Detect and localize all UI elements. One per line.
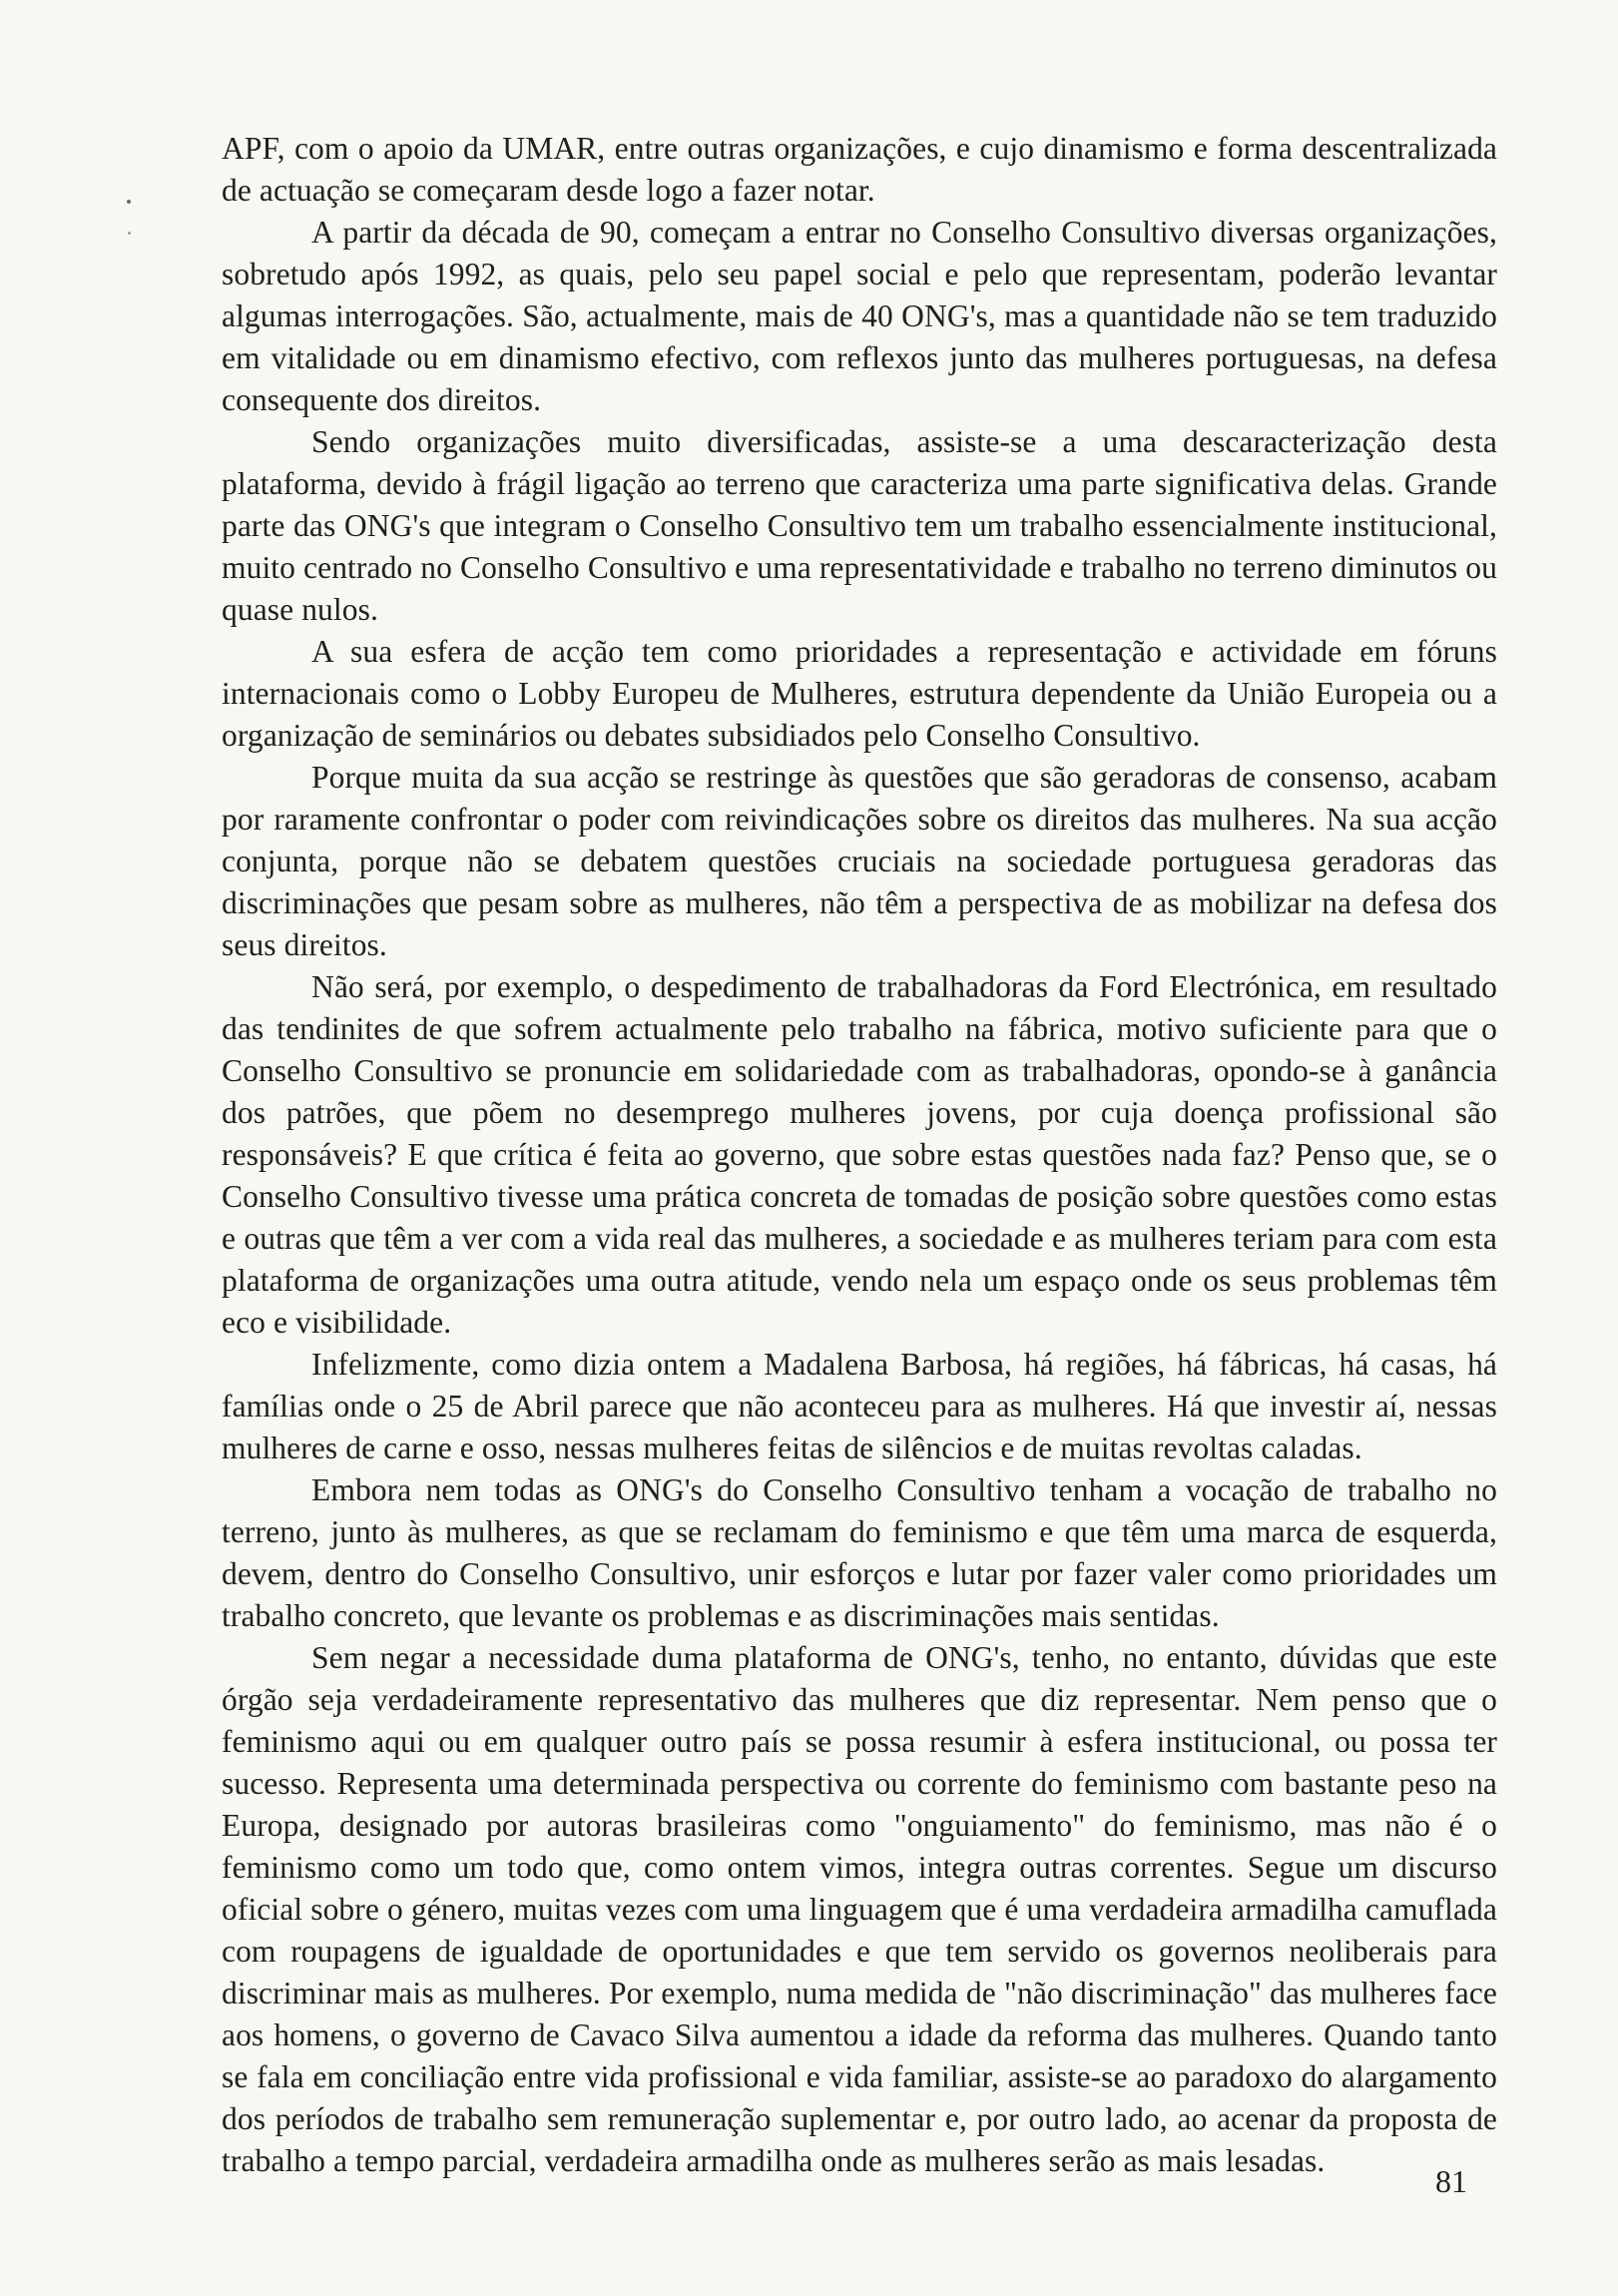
paragraph: A partir da década de 90, começam a entrar no Conselho Consultivo diversas organizações, sobretudo após 1992, as quais, pelo seu papel social e pelo que representam, poderão levantar algumas interrogações. São, actualmente, mais de 40 ONG's, mas a quantidade não se tem traduzido em vitalidade ou em dinamismo efectivo, com reflexos junto das mulheres portuguesas, na defesa consequente dos direitos.: [222, 215, 1497, 417]
page-number: 81: [1435, 2163, 1467, 2199]
scan-speck: [128, 232, 131, 235]
scan-speck: [127, 200, 131, 204]
paragraph: Não será, por exemplo, o despedimento de trabalhadoras da Ford Electrónica, em resultado das tendinites de que sofrem actualmente pelo trabalho na fábrica, motivo suficiente para que o Conselho Consultivo se pronuncie em solidariedade com as trabalhadoras, opondo-se à ganância dos patrões, que põem no desemprego mulheres jovens, por cuja doença profissional são responsáveis? E que crítica é feita ao governo, que sobre estas questões nada faz? Penso que, se o Conselho Consultivo tivesse uma prática concreta de tomadas de posição sobre questões como estas e outras que têm a ver com a vida real das mulheres, a sociedade e as mulheres teriam para com esta plataforma de organizações uma outra atitude, vendo nela um espaço onde os seus problemas têm eco e visibilidade.: [222, 969, 1497, 1340]
paragraph: Sem negar a necessidade duma plataforma de ONG's, tenho, no entanto, dúvidas que este órgão seja verdadeiramente representativo das mulheres que diz representar. Nem penso que o feminismo aqui ou em qualquer outro país se possa resumir à esfera institucional, ou possa ter sucesso. Representa uma determinada perspectiva ou corrente do feminismo com bastante peso na Europa, designado por autoras brasileiras como "onguiamento" do feminismo, mas não é o feminismo como um todo que, como ontem vimos, integra outras correntes. Segue um discurso oficial sobre o género, muitas vezes com uma linguagem que é uma verdadeira armadilha camuflada com roupagens de igualdade de oportunidades e que tem servido os governos neoliberais para discriminar mais as mulheres. Por exemplo, numa medida de "não discriminação" das mulheres face aos homens, o governo de Cavaco Silva aumentou a idade da reforma das mulheres. Quando tanto se fala em conciliação entre vida profissional e vida familiar, assiste-se ao paradoxo do alargamento dos períodos de trabalho sem remuneração suplementar e, por outro lado, ao acenar da proposta de trabalho a tempo parcial, verdadeira armadilha onde as mulheres serão as mais lesadas.: [222, 1640, 1497, 2178]
body-text: [222, 128, 1497, 2182]
paragraph: Sendo organizações muito diversificadas, assiste-se a uma descaracterização desta plataforma, devido à frágil ligação ao terreno que caracteriza uma parte significativa delas. Grande parte das ONG's que integram o Conselho Consultivo tem um trabalho essencialmente institucional, muito centrado no Conselho Consultivo e uma representatividade e trabalho no terreno diminutos ou quase nulos.: [222, 424, 1497, 627]
paragraph: A sua esfera de acção tem como prioridades a representação e actividade em fóruns internacionais como o Lobby Europeu de Mulheres, estrutura dependente da União Europeia ou a organização de seminários ou debates subsidiados pelo Conselho Consultivo.: [222, 634, 1497, 753]
paragraph: Embora nem todas as ONG's do Conselho Consultivo tenham a vocação de trabalho no terreno, junto às mulheres, as que se reclamam do feminismo e que têm uma marca de esquerda, devem, dentro do Conselho Consultivo, unir esforços e lutar por fazer valer como prioridades um trabalho concreto, que levante os problemas e as discriminações mais sentidas.: [222, 1472, 1497, 1633]
paragraph: Porque muita da sua acção se restringe às questões que são geradoras de consenso, acabam por raramente confrontar o poder com reivindicações sobre os direitos das mulheres. Na sua acção conjunta, porque não se debatem questões cruciais na sociedade portuguesa geradoras das discriminações que pesam sobre as mulheres, não têm a perspectiva de as mobilizar na defesa dos seus direitos.: [222, 760, 1497, 962]
paragraph: APF, com o apoio da UMAR, entre outras organizações, e cujo dinamismo e forma descentralizada de actuação se começaram desde logo a fazer notar.: [222, 131, 1497, 208]
paragraph: Infelizmente, como dizia ontem a Madalena Barbosa, há regiões, há fábricas, há casas, há famílias onde o 25 de Abril parece que não aconteceu para as mulheres. Há que investir aí, nessas mulheres de carne e osso, nessas mulheres feitas de silêncios e de muitas revoltas caladas.: [222, 1347, 1497, 1465]
